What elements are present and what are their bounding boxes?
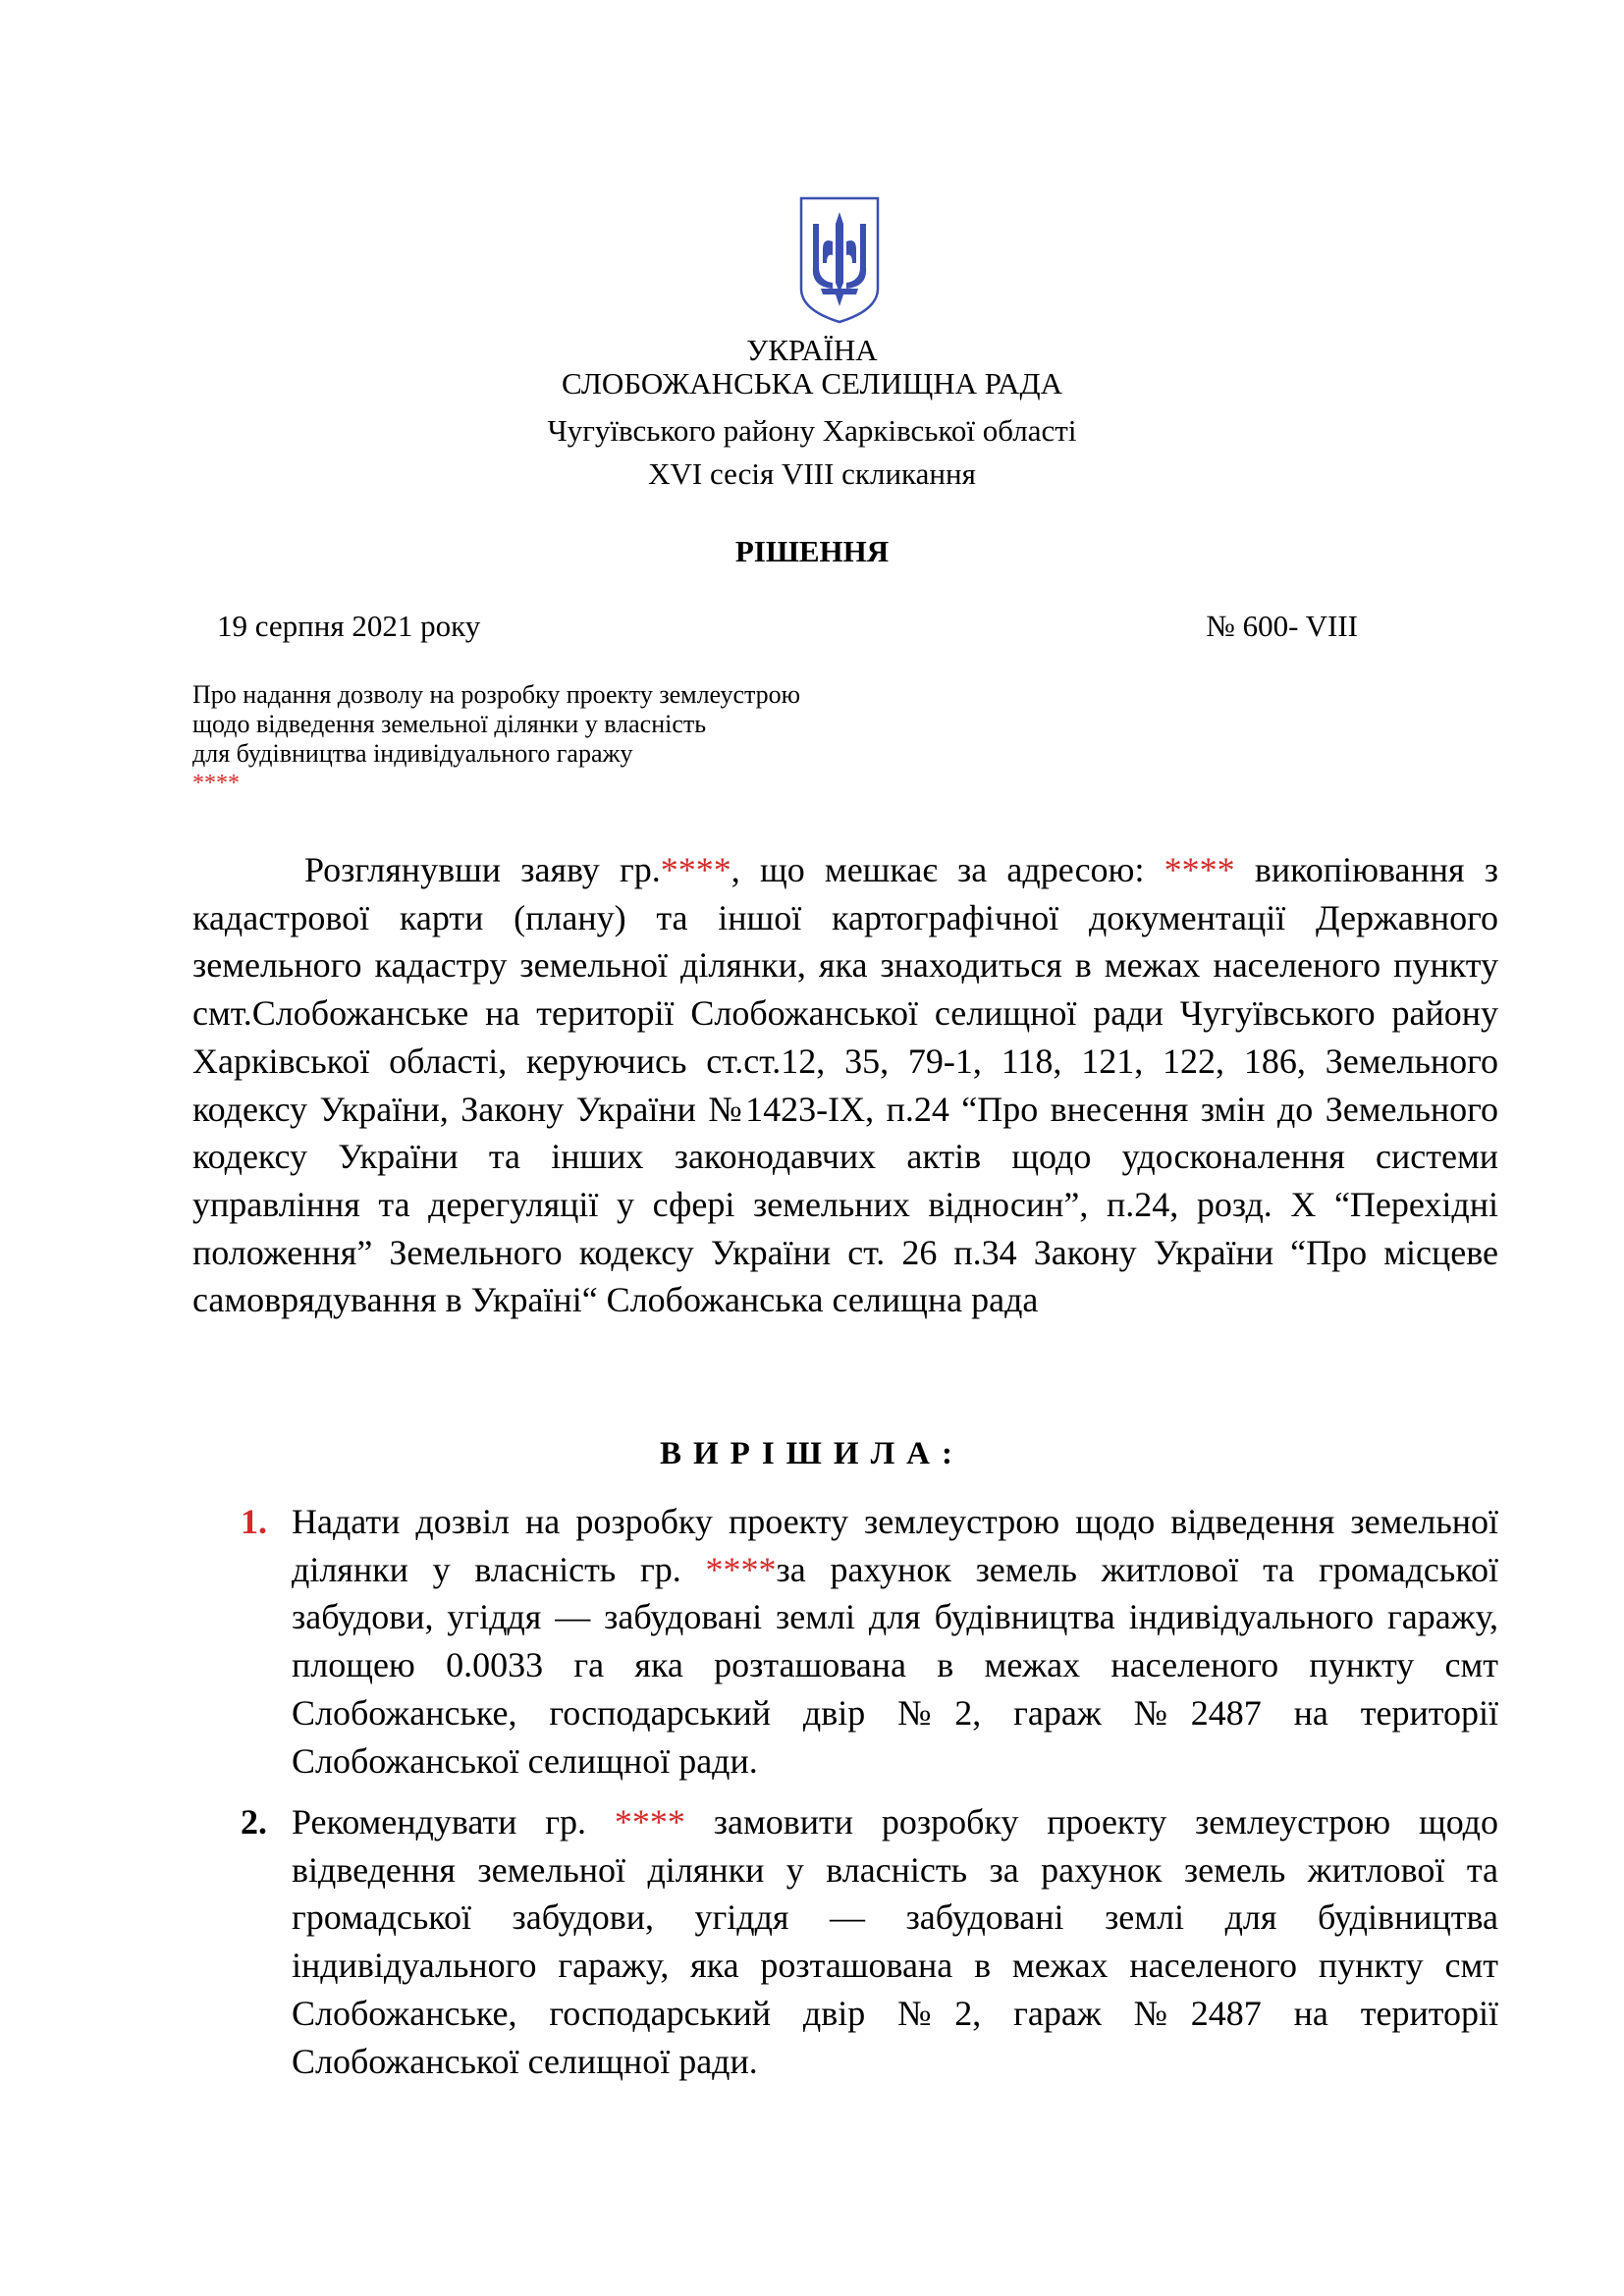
preamble-paragraph (192, 846, 1498, 1324)
item-text: Надати дозвіл на розробку проекту землеустрою щодо відведення земельної ділянки у власність гр. (292, 1502, 1498, 1589)
item-text: за рахунок земель житлової та громадської забудови, угіддя — забудовані землі для будівництва індивідуального гаражу, площею 0.0033 га яка розташована в межах населеного пункту смт Слобожанське, господарський двір №2, гараж №2487 на території Слобожанської селищної ради. (292, 1549, 1498, 1781)
redacted-address: **** (1164, 850, 1235, 889)
redacted-name: **** (660, 850, 731, 889)
redacted-name: **** (705, 1549, 777, 1589)
subject-block (192, 680, 800, 798)
preamble-text: Розглянувши заяву гр. (304, 850, 661, 889)
decision-heading: ВИРІШИЛА: (660, 1436, 964, 1471)
decision-item (241, 1498, 1498, 1785)
item-number: 2. (241, 1802, 267, 1842)
header-country: УКРАЇНА (746, 333, 878, 367)
item-text: замовити розробку проекту землеустрою щодо відведення земельної ділянки у власність за рахунок земель житлової та громадської забудови, угіддя — забудовані землі для будівництва індивідуального гаражу, яка розташована в межах населеного пункту смт Слобожанське, господарський двір №2, гараж №2487 на території Слобожанської селищної ради. (292, 1802, 1498, 2081)
document-title: РІШЕННЯ (734, 534, 890, 568)
header-district: Чугуївського району Харківської області (547, 413, 1077, 448)
subject-redacted: **** (192, 771, 240, 796)
item-number: 1. (241, 1502, 267, 1541)
decision-item (241, 1798, 1498, 2085)
redacted-name: **** (614, 1802, 685, 1842)
preamble-text: , що мешкає за адресою: (731, 850, 1164, 889)
header-council: СЛОБОЖАНСЬКА СЕЛИЩНА РАДА (562, 366, 1062, 400)
document-number: № 600- VIII (1206, 609, 1358, 643)
coat-of-arms-icon (797, 194, 882, 326)
document-date: 19 серпня 2021 року (217, 609, 481, 643)
header-session: XVI сесія VIII скликання (648, 456, 976, 491)
subject-line: для будівництва індивідуального гаражу (192, 739, 633, 768)
subject-line: щодо відведення земельної ділянки у власність (192, 710, 707, 738)
preamble-text: викопіювання з кадастрової карти (плану) та іншої картографічної документації Державного земельного кадастру земельної ділянки, яка знаходиться в межах населеного пункту смт.Слобожанське на території Слобожанської селищної ради Чугуївського району Харківської області, керуючись ст.ст.12, 35, 79-1, 118, 121, 122, 186, Земельного кодексу України, Закону України №1423-IX, п.24 “Про внесення змін до Земельного кодексу України та інших законодавчих актів щодо удосконалення системи управління та дерегуляції у сфері земельних відносин”, п.24, розд. Х “Перехідні положення” Земельного кодексу України ст. 26 п.34 Закону України “Про місцеве самоврядування в Україні“ Слобожанська селищна рада (192, 850, 1498, 1320)
item-text: Рекомендувати гр. (292, 1802, 615, 1842)
subject-line: Про надання дозволу на розробку проекту землеустрою (192, 680, 801, 709)
